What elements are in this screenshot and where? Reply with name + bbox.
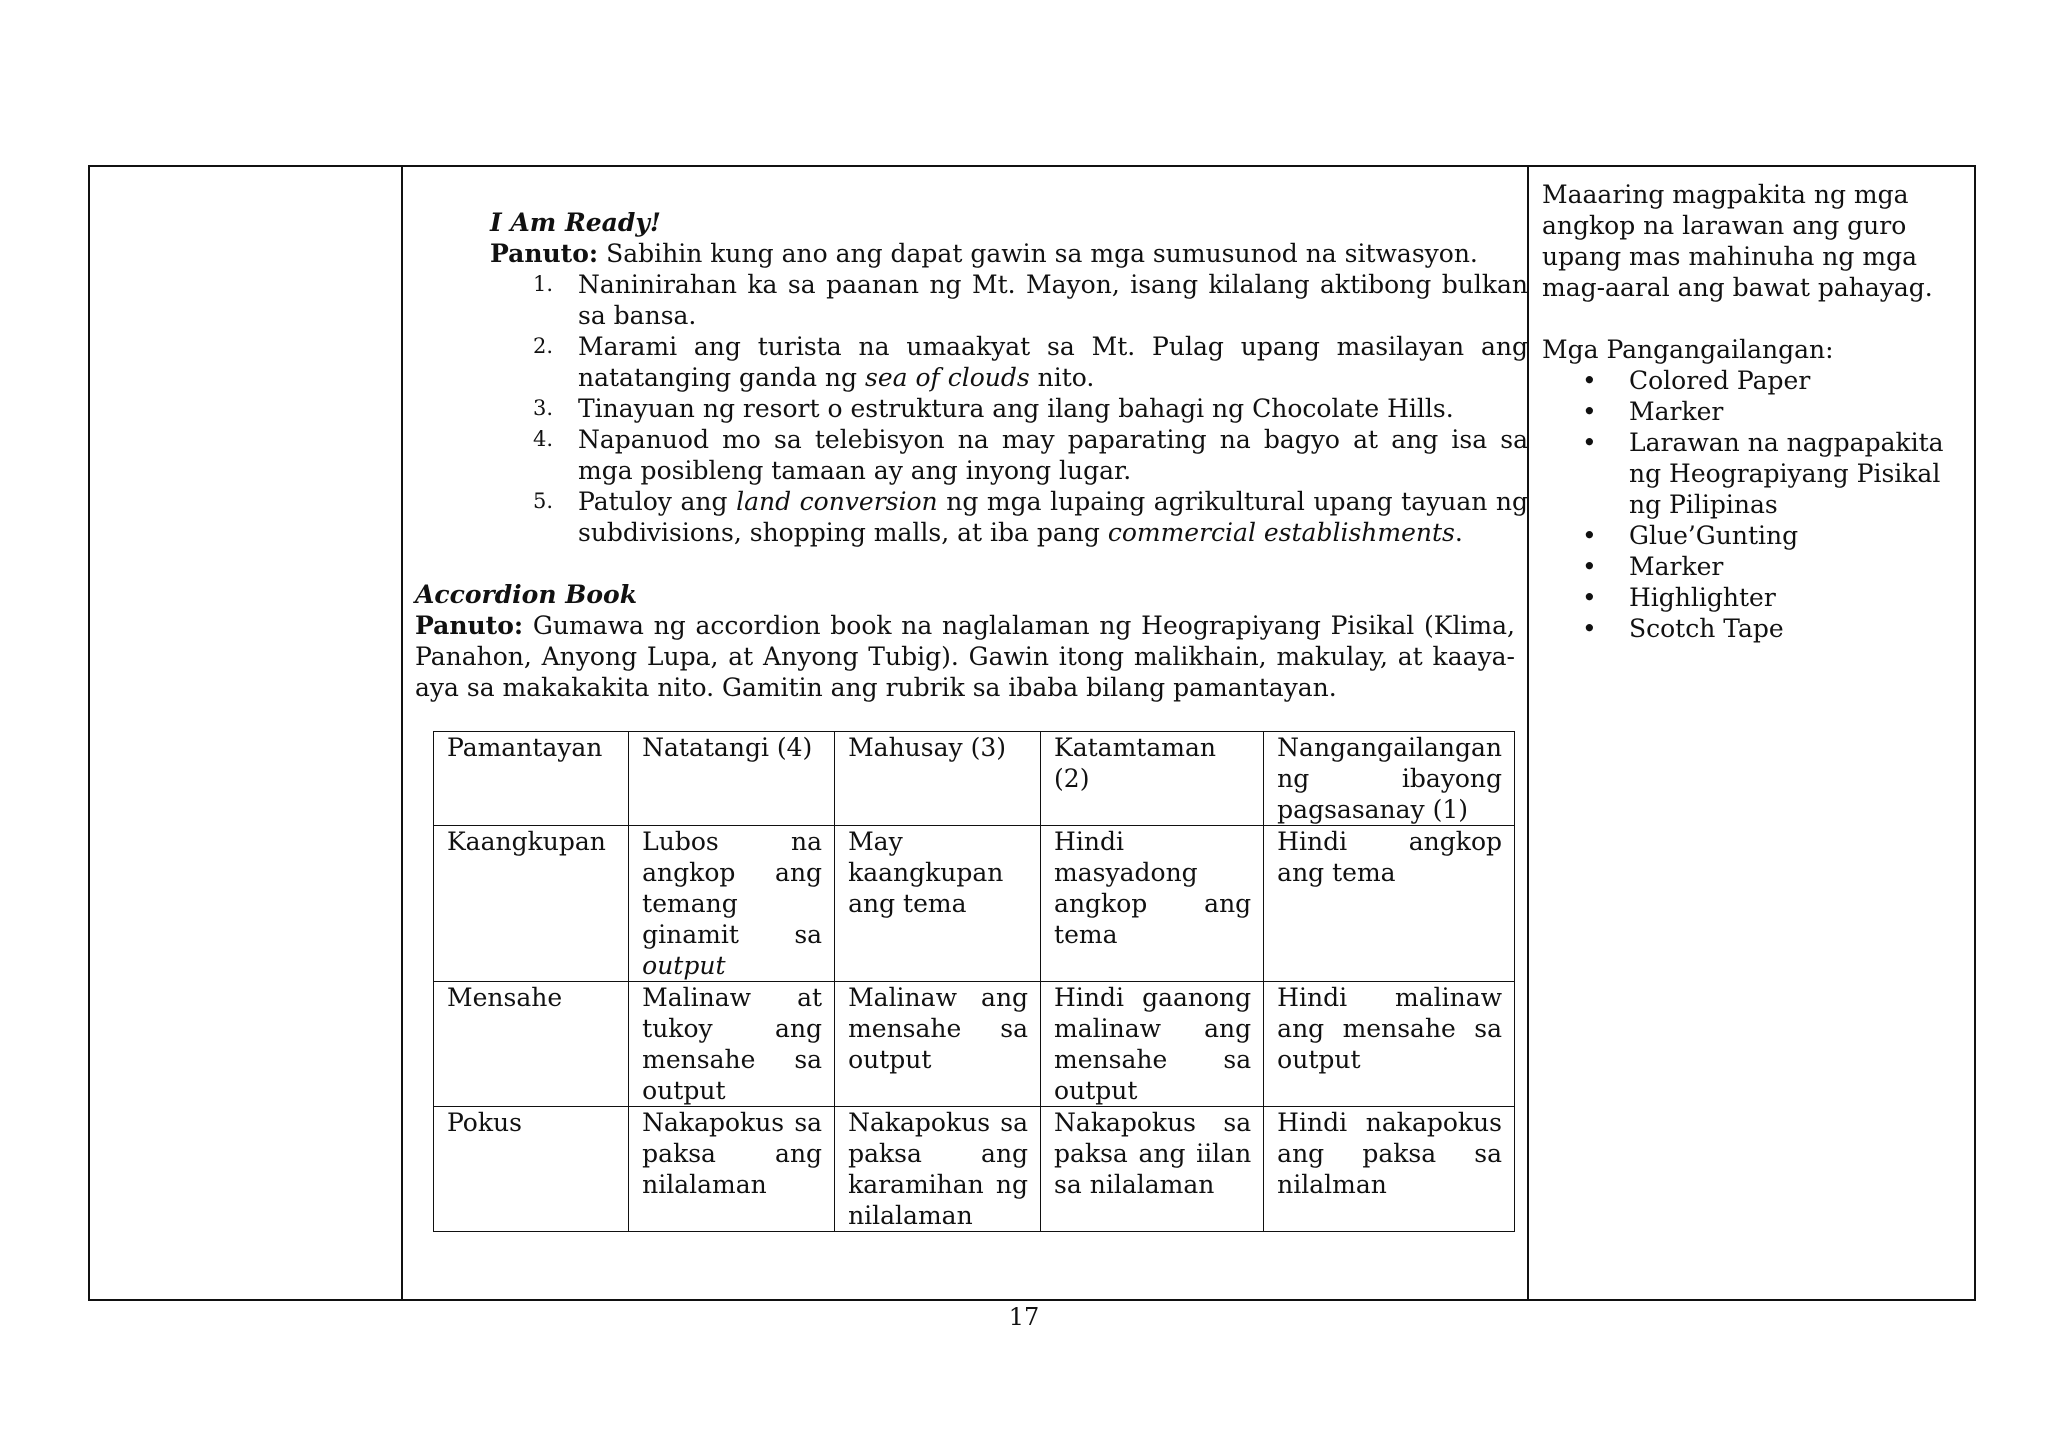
text-segment: Patuloy ang	[578, 487, 737, 516]
page-number: 17	[1008, 1303, 1040, 1331]
text-segment: Nakapokus sa paksa ang karamihan ng nilalaman	[848, 1108, 1029, 1230]
accordion-title: Accordion Book	[415, 580, 638, 609]
text-segment: Naninirahan ka sa paanan ng Mt. Mayon, isang kilalang aktibong bulkan sa bansa.	[578, 270, 1528, 330]
rubric-row	[434, 1107, 1515, 1232]
rubric-cell	[1264, 982, 1515, 1107]
item-number: 4.	[533, 427, 554, 451]
text-segment: Hindi malinaw ang mensahe sa output	[1277, 983, 1502, 1074]
procedure-cell	[415, 207, 1529, 1232]
text-segment: Malinaw at tukoy ang mensahe sa output	[642, 983, 823, 1105]
text-segment: Hindi nakapokus ang paksa sa nilalman	[1277, 1108, 1502, 1199]
rubric-cell	[629, 982, 835, 1107]
italic-text: commercial establishments	[1107, 518, 1455, 547]
situation-item	[490, 393, 1528, 424]
text-segment: Hindi angkop ang tema	[1277, 827, 1502, 887]
text-segment: Kaangkupan	[447, 827, 606, 856]
rubric-header-cell: Katamtaman (2)	[1041, 732, 1264, 826]
needs-item-label: Larawan na nagpapakita ng Heograpiyang Pisikal ng Pilipinas	[1629, 428, 1944, 519]
needs-list	[1582, 365, 1962, 644]
text-segment: Napanuod mo sa telebisyon na may paparating na bagyo at ang isa sa mga posibleng tamaan ay ang inyong lugar.	[578, 425, 1528, 485]
text-segment: Pokus	[447, 1108, 522, 1137]
needs-item-label: Scotch Tape	[1629, 614, 1784, 643]
rubric-cell	[1041, 826, 1264, 982]
instruction-text: Gumawa ng accordion book na naglalaman ng Heograpiyang Pisikal (Klima, Panahon, Anyong Lupa, at Anyong Tubig). Gawin itong malikhain, makulay, at kaaya-aya sa makakakita nito. Gamitin ang rubrik sa ibaba bilang pamantayan.	[415, 611, 1515, 702]
rubric-header-cell: Mahusay (3)	[835, 732, 1041, 826]
situation-item	[490, 486, 1528, 548]
rubric-header-row	[434, 732, 1515, 826]
text-segment: Malinaw ang mensahe sa output	[848, 983, 1029, 1074]
rubric-cell	[1041, 1107, 1264, 1232]
needs-item-label: Colored Paper	[1629, 366, 1811, 395]
rubric-header-cell: Pamantayan	[434, 732, 629, 826]
text-segment: .	[1454, 518, 1463, 547]
lesson-table	[88, 165, 1976, 1301]
needs-item	[1582, 520, 1962, 551]
rubric-header-cell: Natatangi (4)	[629, 732, 835, 826]
notes-text: Maaaring magpakita ng mga angkop na larawan ang guro upang mas mahinuha ng mga mag-aaral ang bawat pahayag.	[1542, 180, 1933, 302]
bullet-icon: •	[1582, 583, 1597, 612]
text-segment: Mensahe	[447, 983, 563, 1012]
rubric-cell	[629, 1107, 835, 1232]
rubric-cell	[835, 1107, 1041, 1232]
activity-title: I Am Ready!	[490, 208, 661, 237]
bullet-icon: •	[1582, 397, 1597, 426]
item-number: 2.	[533, 334, 554, 358]
situation-item	[490, 331, 1528, 393]
bullet-icon: •	[1582, 428, 1597, 457]
rubric-cell	[629, 826, 835, 982]
needs-item	[1582, 396, 1962, 427]
instruction-label: Panuto:	[490, 239, 599, 268]
bullet-icon: •	[1582, 521, 1597, 550]
needs-item	[1582, 582, 1962, 613]
text-segment: Tinayuan ng resort o estruktura ang ilang bahagi ng Chocolate Hills.	[578, 394, 1454, 423]
text-segment: Marami ang turista na umaakyat sa Mt. Pulag upang masilayan ang natatanging ganda ng	[578, 332, 1528, 392]
needs-item	[1582, 427, 1962, 520]
notes-cell	[1542, 179, 1962, 644]
text-segment: nito.	[1029, 363, 1095, 392]
accordion-instruction	[415, 610, 1515, 703]
item-number: 3.	[533, 396, 554, 420]
rubric-cell	[1041, 982, 1264, 1107]
rubric-criterion-cell	[434, 826, 629, 982]
rubric-row	[434, 982, 1515, 1107]
bullet-icon: •	[1582, 614, 1597, 643]
rubric-cell	[835, 826, 1041, 982]
instruction-text: Sabihin kung ano ang dapat gawin sa mga sumusunod na sitwasyon.	[598, 239, 1478, 268]
rubric-cell	[835, 982, 1041, 1107]
needs-item	[1582, 613, 1962, 644]
needs-item	[1582, 365, 1962, 396]
needs-item-label: Marker	[1629, 552, 1724, 581]
bullet-icon: •	[1582, 552, 1597, 581]
item-number: 5.	[533, 489, 554, 513]
situation-item	[490, 269, 1528, 331]
situation-list	[490, 269, 1529, 548]
bullet-icon: •	[1582, 366, 1597, 395]
needs-item-label: Highlighter	[1629, 583, 1776, 612]
needs-label: Mga Pangangailangan:	[1542, 335, 1834, 364]
italic-text: land conversion	[736, 487, 938, 516]
activity-instruction	[490, 238, 1515, 269]
needs-item-label: Marker	[1629, 397, 1724, 426]
rubric-cell	[1264, 1107, 1515, 1232]
rubric-criterion-cell	[434, 982, 629, 1107]
rubric-table	[433, 731, 1515, 1232]
text-segment: Hindi masyadong angkop ang tema	[1054, 827, 1252, 949]
rubric-header-cell: Nangangailangan ng ibayong pagsasanay (1)	[1264, 732, 1515, 826]
needs-item-label: Glue’Gunting	[1629, 521, 1799, 550]
column-divider	[401, 167, 403, 1299]
text-segment: Nakapokus sa paksa ang iilan sa nilalaman	[1054, 1108, 1252, 1199]
rubric-row	[434, 826, 1515, 982]
item-number: 1.	[533, 272, 554, 296]
italic-text: sea of clouds	[864, 363, 1030, 392]
italic-text: output	[642, 951, 726, 980]
needs-item	[1582, 551, 1962, 582]
text-segment: Lubos na angkop ang temang ginamit sa	[642, 827, 823, 949]
text-segment: May kaangkupan ang tema	[848, 827, 1004, 918]
text-segment: Hindi gaanong malinaw ang mensahe sa output	[1054, 983, 1252, 1105]
rubric-criterion-cell	[434, 1107, 629, 1232]
instruction-label: Panuto:	[415, 611, 524, 640]
rubric-cell	[1264, 826, 1515, 982]
situation-item	[490, 424, 1528, 486]
text-segment: Nakapokus sa paksa ang nilalaman	[642, 1108, 823, 1199]
text-segment: ng mga lupaing agrikultural upang tayuan ng subdivisions, shopping malls, at iba pang	[578, 487, 1529, 547]
